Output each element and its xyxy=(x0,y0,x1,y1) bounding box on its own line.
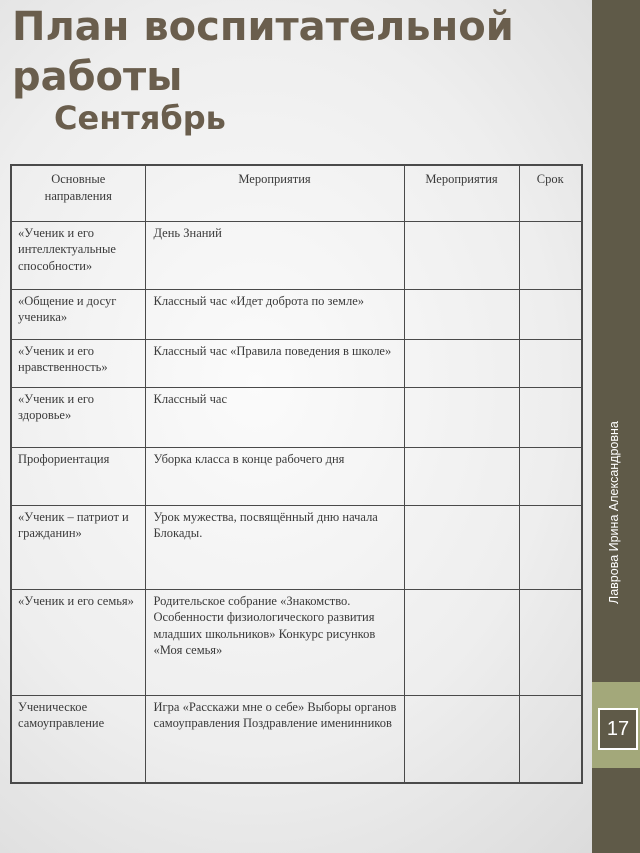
cell-event: Классный час xyxy=(145,387,404,447)
header-directions: Основные направления xyxy=(11,165,145,221)
cell-event-2 xyxy=(404,289,519,339)
cell-direction: «Ученик и его семья» xyxy=(11,589,145,695)
cell-event-2 xyxy=(404,589,519,695)
cell-event-2 xyxy=(404,339,519,387)
cell-direction: «Общение и досуг ученика» xyxy=(11,289,145,339)
cell-event: Родительское собрание «Знакомство. Особенности физиологического развития младших школьников» Конкурс рисунков «Моя семья» xyxy=(145,589,404,695)
cell-direction: Ученическое самоуправление xyxy=(11,695,145,783)
cell-direction: «Ученик – патриот и гражданин» xyxy=(11,505,145,589)
table-row xyxy=(11,505,582,589)
table-row xyxy=(11,221,582,289)
header-term: Срок xyxy=(519,165,582,221)
cell-event-2 xyxy=(404,387,519,447)
cell-event: Урок мужества, посвящённый дню начала Блокады. xyxy=(145,505,404,589)
table-header-row xyxy=(11,165,582,221)
plan-table xyxy=(10,164,583,784)
cell-direction: Профориентация xyxy=(11,447,145,505)
author-name: Лаврова Ирина Александровна xyxy=(607,421,621,604)
cell-term xyxy=(519,289,582,339)
cell-term xyxy=(519,695,582,783)
cell-event-2 xyxy=(404,695,519,783)
page-number: 17 xyxy=(598,708,638,750)
cell-term xyxy=(519,447,582,505)
cell-event: Классный час «Правила поведения в школе» xyxy=(145,339,404,387)
table-row xyxy=(11,387,582,447)
cell-event: Классный час «Идет доброта по земле» xyxy=(145,289,404,339)
cell-term xyxy=(519,505,582,589)
cell-direction: «Ученик и его здоровье» xyxy=(11,387,145,447)
cell-term xyxy=(519,589,582,695)
table-row xyxy=(11,589,582,695)
slide-title: План воспитательной работы xyxy=(12,4,514,100)
cell-term xyxy=(519,339,582,387)
table-row xyxy=(11,289,582,339)
cell-term xyxy=(519,221,582,289)
cell-event: Уборка класса в конце рабочего дня xyxy=(145,447,404,505)
slide-subtitle: Сентябрь xyxy=(54,99,226,137)
cell-event: День Знаний xyxy=(145,221,404,289)
cell-event-2 xyxy=(404,447,519,505)
cell-term xyxy=(519,387,582,447)
table-row xyxy=(11,339,582,387)
cell-direction: «Ученик и его интеллектуальные способности» xyxy=(11,221,145,289)
table-row xyxy=(11,695,582,783)
cell-event: Игра «Расскажи мне о себе» Выборы органов самоуправления Поздравление именинников xyxy=(145,695,404,783)
cell-event-2 xyxy=(404,505,519,589)
cell-direction: «Ученик и его нравственность» xyxy=(11,339,145,387)
header-events-2: Мероприятия xyxy=(404,165,519,221)
table-row xyxy=(11,447,582,505)
cell-event-2 xyxy=(404,221,519,289)
header-events: Мероприятия xyxy=(145,165,404,221)
